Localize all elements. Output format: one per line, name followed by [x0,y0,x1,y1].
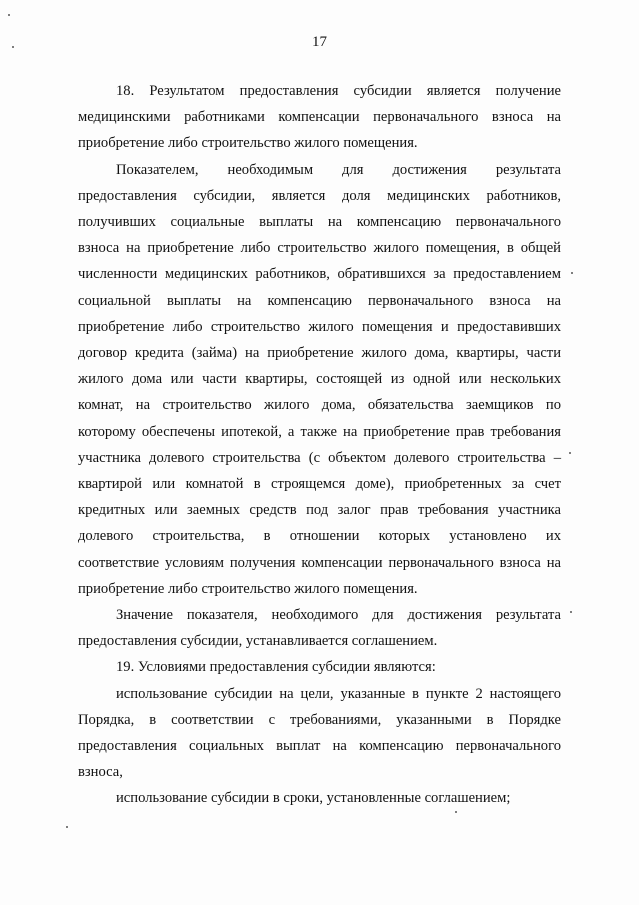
scan-speck [570,611,572,613]
text-line: предоставления социальных выплат на компенсацию первоначального [78,738,561,755]
text-line: Порядка, в соответствии с требованиями, указанными в Порядке [78,711,561,728]
text-line: приобретение либо строительство жилого помещения. [78,580,418,597]
text-line: участника долевого строительства (с объектом долевого строительства – [78,449,561,466]
paragraph-indicator-value [78,602,561,654]
scan-speck [12,46,14,48]
text-line: Показателем, необходимым для достижения результата [116,161,561,178]
text-line: социальной выплаты на компенсацию первоначального взноса на [78,292,561,309]
text-line: договор кредита (займа) на приобретение жилого дома, квартиры, части [78,345,561,362]
document-body [78,78,561,812]
text-line: 19. Условиями предоставления субсидии являются: [116,659,436,676]
scan-speck [8,14,10,16]
text-line: долевого строительства, в отношении которых установлено их [78,528,561,545]
text-line: приобретение либо строительство жилого помещения. [78,135,418,152]
text-line: комнат, на строительство жилого дома, обязательства заемщиков по [78,397,561,414]
text-line: предоставления субсидии, устанавливается соглашением. [78,633,438,650]
paragraph-indicator [78,157,561,602]
page-number: 17 [312,34,327,50]
text-line: кредитных или заемных средств под залог прав требования участника [78,502,561,519]
text-line: взноса, [78,764,123,781]
text-line: получивших социальные выплаты на компенсацию первоначального [78,214,561,231]
scan-speck [571,272,573,274]
text-line: 18. Результатом предоставления субсидии является получение [116,83,561,99]
paragraph-condition-purpose [78,681,561,786]
text-line: которому обеспечены ипотекой, а также на приобретение прав требования [78,423,561,440]
text-line: взноса на приобретение либо строительство жилого помещения, в общей [78,240,561,257]
text-line: приобретение либо строительство жилого помещения и предоставивших [78,318,561,335]
text-line: соответствие условиям получения компенсации первоначального взноса на [78,554,561,571]
scan-speck [569,452,571,454]
scan-speck [66,826,68,828]
text-line: предоставления субсидии, является доля медицинских работников, [78,187,561,204]
text-line: численности медицинских работников, обратившихся за предоставлением [78,266,561,283]
paragraph-19 [78,654,561,680]
text-line: использование субсидии на цели, указанные в пункте 2 настоящего [116,685,561,702]
text-line: Значение показателя, необходимого для достижения результата [116,607,561,624]
text-line: жилого дома или части квартиры, состоящей из одной или нескольких [78,371,561,388]
text-line: квартирой или комнатой в строящемся доме), приобретенных за счет [78,476,561,493]
paragraph-18 [78,78,561,157]
text-line: медицинскими работниками компенсации первоначального взноса на [78,109,561,126]
paragraph-condition-terms [78,785,561,811]
scan-speck [455,811,457,813]
text-line: использование субсидии в сроки, установленные соглашением; [116,790,511,807]
